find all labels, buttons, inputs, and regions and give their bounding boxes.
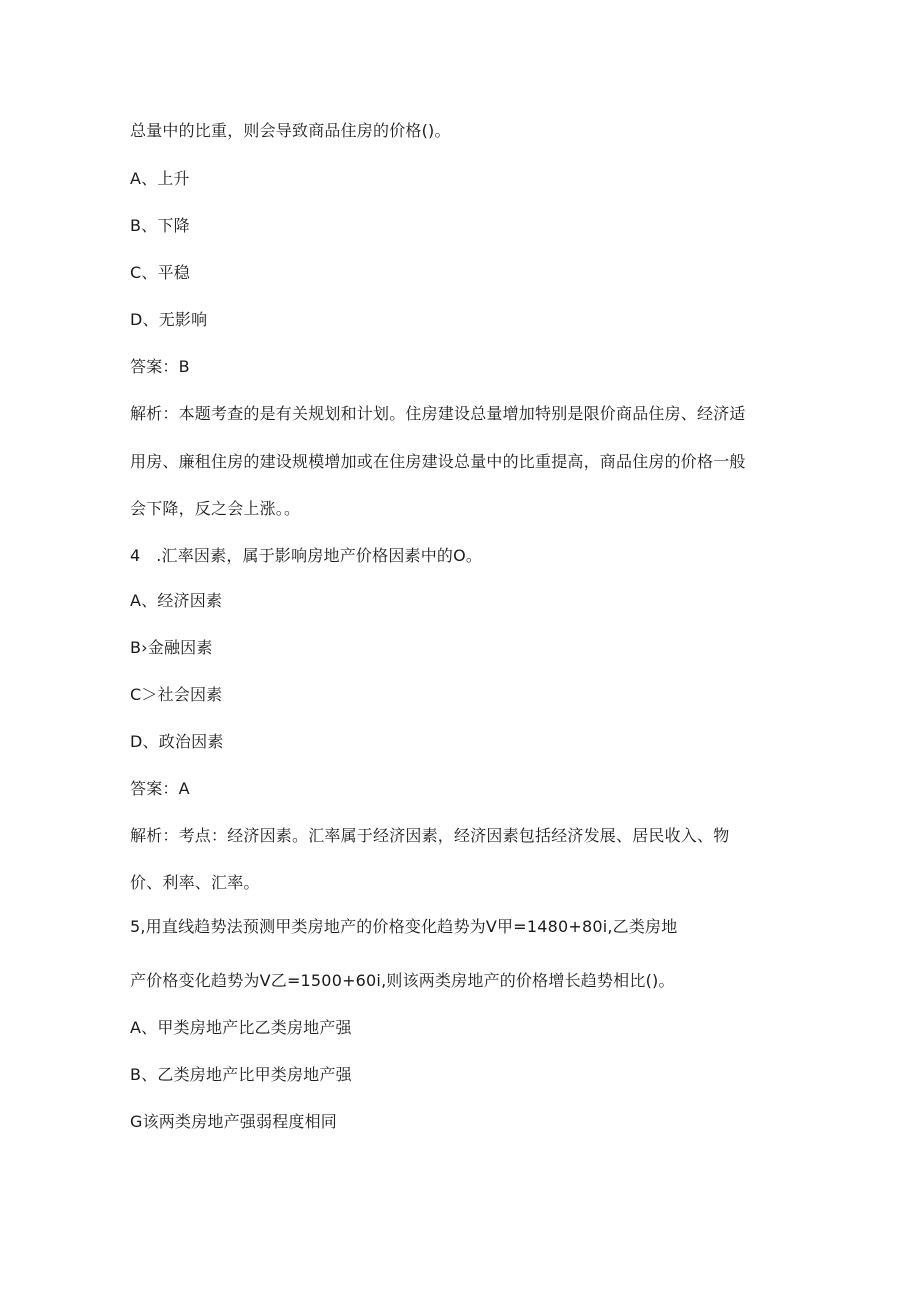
question-3-option-d: D、无影响 (130, 310, 208, 329)
question-4-stem: 4 .汇率因素，属于影响房地产价格因素中的O。 (130, 546, 483, 565)
question-3-analysis-line-1: 解析：本题考查的是有关规划和计划。住房建设总量增加特别是限价商品住房、经济适 (130, 404, 746, 423)
question-3-option-a: A、上升 (130, 169, 190, 188)
question-5-stem-line-1: 5,用直线趋势法预测甲类房地产的价格变化趋势为V甲=1480+80i,乙类房地 (130, 917, 678, 936)
question-5-stem-line-2: 产价格变化趋势为V乙=1500+60i,则该两类房地产的价格增长趋势相比()。 (130, 971, 675, 990)
question-3-stem-continued: 总量中的比重，则会导致商品住房的价格()。 (130, 121, 451, 140)
question-5-option-c: G该两类房地产强弱程度相同 (130, 1112, 337, 1131)
question-5-option-b: B、乙类房地产比甲类房地产强 (130, 1065, 352, 1084)
question-4-option-c: C＞社会因素 (130, 685, 223, 704)
question-5-option-a: A、甲类房地产比乙类房地产强 (130, 1018, 352, 1037)
question-4-answer: 答案：A (130, 779, 190, 798)
question-3-option-c: C、平稳 (130, 263, 190, 282)
question-3-analysis-line-2: 用房、廉租住房的建设规模增加或在住房建设总量中的比重提高，商品住房的价格一般 (130, 452, 746, 471)
question-3-answer: 答案：B (130, 357, 190, 376)
question-4-analysis-line-2: 价、利率、汇率。 (130, 873, 260, 892)
question-3-option-b: B、下降 (130, 216, 190, 235)
question-4-analysis-line-1: 解析：考点：经济因素。汇率属于经济因素，经济因素包括经济发展、居民收入、物 (130, 826, 730, 845)
question-4-option-d: D、政治因素 (130, 732, 224, 751)
question-4-option-a: A、经济因素 (130, 591, 223, 610)
question-3-analysis-line-3: 会下降，反之会上涨。。 (130, 499, 301, 518)
question-4-option-b: B›金融因素 (130, 638, 213, 657)
